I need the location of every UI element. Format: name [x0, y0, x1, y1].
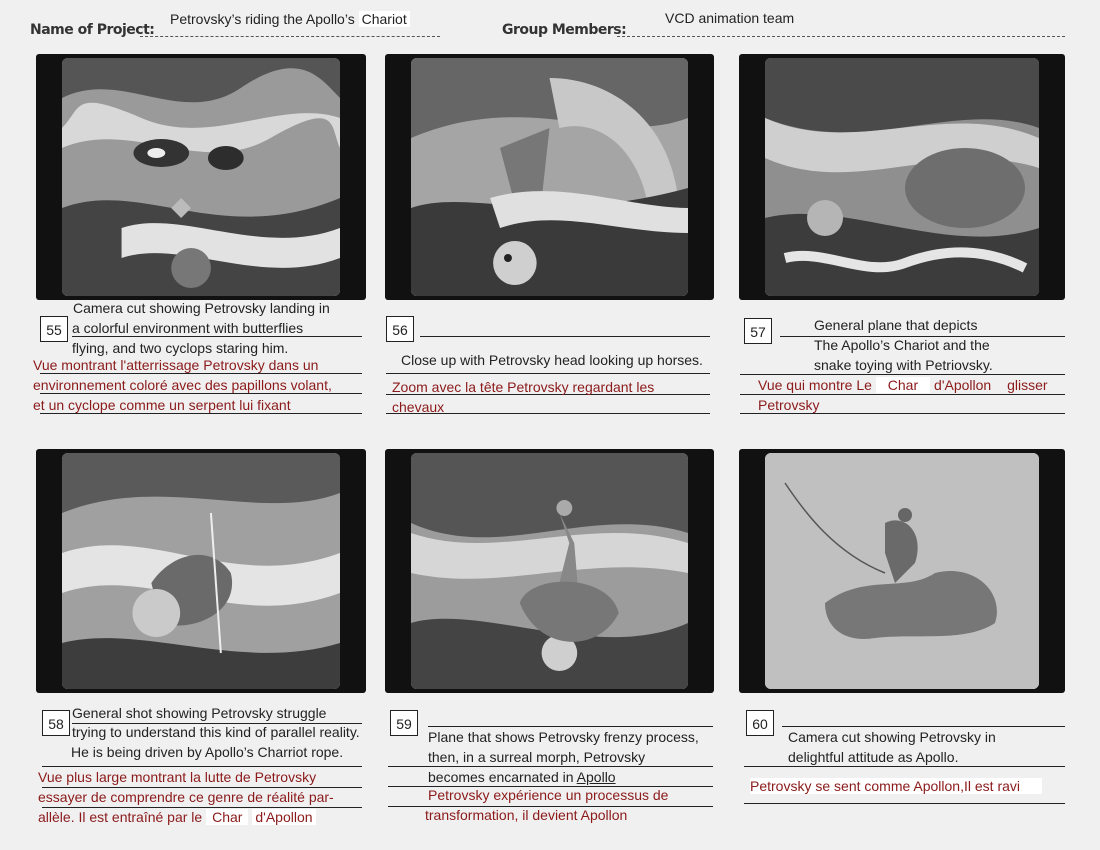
panel-56-fr-line1: Zoom avec la tête Petrovsky regardant les — [392, 379, 655, 395]
panel-59-en-line1: Plane that shows Petrovsky frenzy process, — [428, 729, 699, 745]
group-members-value[interactable]: VCD animation team — [665, 10, 795, 26]
panel-57-fr-char: Char — [876, 377, 930, 393]
panel-57-rule-2 — [740, 374, 1065, 375]
panel-60-fr-line1 — [750, 777, 1042, 795]
storyboard-frame-55 — [36, 54, 366, 300]
panel-59-fr-line2: transformation, il devient Apollon — [425, 807, 628, 823]
panel-58-en-line3: He is being driven by Apollo’s Charriot rope. — [71, 744, 344, 760]
storyboard-frame-60 — [739, 449, 1065, 693]
panel-56-rule-1 — [420, 336, 710, 337]
panel-58-fr-char: Char — [206, 809, 248, 825]
panel-59-fr-line1: Petrovsky expérience un processus de — [428, 787, 669, 803]
storyboard-frame-56 — [385, 54, 714, 300]
panel-55-en-line2: a colorful environment with butterflies — [72, 320, 304, 336]
panel-59-rule-1 — [428, 726, 713, 727]
panel-57-fr-text-b: d'Apollon — [934, 377, 992, 393]
storyboard-frame-57 — [739, 54, 1065, 300]
panel-57-en-line1: General plane that depicts — [814, 317, 978, 333]
panel-60-rule-1 — [782, 726, 1065, 727]
panel-58-fr-line2: essayer de comprendre ce genre de réalité par- — [38, 789, 334, 805]
panel-number-60: 60 — [746, 710, 774, 736]
panel-55-en-line3: flying, and two cyclops staring him. — [72, 340, 289, 356]
sketch-image-56 — [411, 58, 688, 296]
sketch-image-59 — [411, 453, 688, 689]
panel-number-56: 56 — [386, 316, 414, 342]
panel-number-57: 57 — [744, 318, 772, 344]
group-members-label: Group Members: — [502, 22, 627, 38]
sketch-image-58 — [62, 453, 340, 689]
sketch-image-55 — [62, 58, 340, 296]
panel-58-rule-1 — [72, 723, 362, 724]
panel-55-fr-line3: et un cyclope comme un serpent lui fixant — [33, 397, 291, 413]
sketch-image-57 — [765, 58, 1039, 296]
sketch-image-60 — [765, 453, 1039, 689]
panel-60-en-line2: delightful attitude as Apollo. — [788, 749, 959, 765]
panel-number-55: 55 — [40, 316, 68, 342]
panel-57-en-line3: snake toying with Petriovsky. — [814, 357, 993, 373]
project-name-chariot: Chariot — [359, 11, 410, 27]
panel-58-fr-text-a: allèle. Il est entraîné par le — [38, 809, 203, 825]
panel-number-58: 58 — [42, 710, 70, 736]
panel-57-fr-line2: Petrovsky — [758, 397, 820, 413]
panel-55-en-line1: Camera cut showing Petrovsky landing in — [73, 300, 330, 316]
panel-58-fr-text-b: d'Apollon — [252, 809, 315, 825]
panel-55-fr-line2: environnement coloré avec des papillons volant, — [33, 377, 332, 393]
storyboard-frame-58 — [36, 449, 366, 693]
panel-59-rule-2 — [388, 766, 713, 767]
storyboard-frame-59 — [385, 449, 714, 693]
panel-58-en-line1: General shot showing Petrovsky struggle — [72, 705, 327, 721]
panel-60-en-line1: Camera cut showing Petrovsky in — [788, 729, 996, 745]
panel-60-fr-text: Petrovsky se sent comme Apollon,Il est ravi — [750, 778, 1042, 794]
project-name-label: Name of Project: — [30, 22, 155, 38]
panel-55-rule-1 — [72, 336, 362, 337]
panel-57-fr-text-a: Vue qui montre Le — [758, 377, 872, 393]
project-name-value[interactable] — [170, 11, 410, 27]
panel-58-rule-2 — [42, 766, 362, 767]
panel-57-fr-text-c: glisser — [1007, 377, 1048, 393]
panel-57-rule-3 — [740, 394, 1065, 395]
panel-59-en-line3 — [428, 768, 616, 786]
panel-60-rule-3 — [744, 803, 1065, 804]
project-name-text: Petrovsky’s riding the Apollo’s — [170, 11, 355, 27]
panel-58-en-line2: trying to understand this kind of parallel reality. — [72, 724, 360, 740]
panel-56-fr-line2: chevaux — [392, 399, 445, 415]
panel-59-en-text-a: becomes encarnated in — [428, 769, 574, 785]
panel-60-rule-2 — [744, 766, 1065, 767]
panel-57-en-line2: The Apollo’s Chariot and the — [814, 337, 990, 353]
project-name-line — [140, 36, 440, 37]
panel-58-fr-line3 — [38, 808, 316, 826]
panel-59-en-line2: then, in a surreal morph, Petrovsky — [428, 749, 646, 765]
panel-56-en-line1: Close up with Petrovsky head looking up horses. — [401, 352, 703, 368]
panel-57-fr-line1 — [758, 376, 1048, 394]
group-members-line — [617, 36, 1065, 37]
panel-59-en-apollo: Apollo — [576, 769, 616, 785]
panel-58-fr-line1: Vue plus large montrant la lutte de Petrovsky — [38, 769, 317, 785]
panel-55-fr-line1: Vue montrant l'atterrissage Petrovsky dans un — [33, 357, 319, 373]
panel-56-rule-2 — [386, 373, 710, 374]
panel-number-59: 59 — [390, 710, 418, 736]
